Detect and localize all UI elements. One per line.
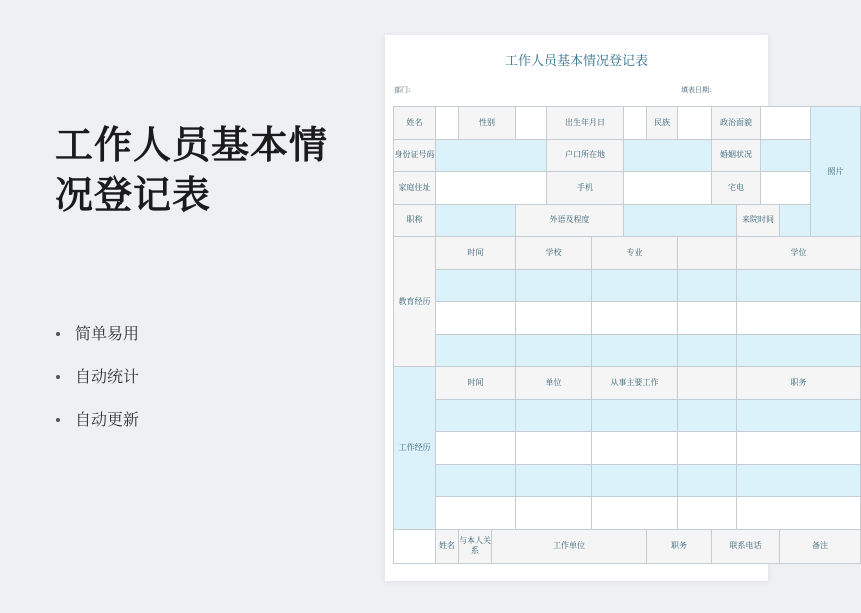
table-row — [394, 302, 861, 335]
table-row — [394, 432, 861, 465]
education-header-school: 学校 — [516, 237, 592, 270]
cell-id-value[interactable] — [436, 139, 547, 172]
work-cell[interactable] — [737, 497, 861, 530]
cell-mobile-label: 手机 — [547, 172, 624, 205]
cell-title-label: 职称 — [394, 204, 436, 237]
bullet-icon — [56, 375, 60, 379]
cell-home-phone-value[interactable] — [761, 172, 811, 205]
table-row — [394, 334, 861, 367]
education-header-degree: 学位 — [737, 237, 861, 270]
cell-birth-value[interactable] — [624, 107, 647, 140]
education-section-label: 教育经历 — [394, 237, 436, 367]
cell-name-label: 姓名 — [394, 107, 436, 140]
work-cell[interactable] — [436, 497, 516, 530]
work-cell[interactable] — [678, 464, 737, 497]
table-row — [394, 367, 861, 400]
work-cell[interactable] — [436, 464, 516, 497]
work-cell[interactable] — [678, 432, 737, 465]
education-cell[interactable] — [516, 302, 592, 335]
family-header-notes: 备注 — [780, 529, 861, 563]
cell-join-date-value[interactable] — [780, 204, 811, 237]
education-cell[interactable] — [436, 269, 516, 302]
education-cell[interactable] — [436, 334, 516, 367]
cell-photo[interactable]: 照片 — [811, 107, 861, 237]
work-cell[interactable] — [737, 399, 861, 432]
work-cell[interactable] — [592, 464, 678, 497]
table-row — [394, 464, 861, 497]
education-cell[interactable] — [592, 269, 678, 302]
work-cell[interactable] — [516, 464, 592, 497]
cell-marital-value[interactable] — [761, 139, 811, 172]
date-label: 填表日期: — [681, 86, 712, 94]
work-cell[interactable] — [436, 432, 516, 465]
family-header-phone: 联系电话 — [712, 529, 780, 563]
cell-home-phone-label: 宅电 — [712, 172, 761, 205]
education-cell[interactable] — [678, 334, 737, 367]
work-cell[interactable] — [592, 497, 678, 530]
education-cell[interactable] — [678, 269, 737, 302]
cell-join-date-label: 来院时间 — [737, 204, 780, 237]
work-cell[interactable] — [516, 432, 592, 465]
table-row — [394, 269, 861, 302]
family-section-label — [394, 529, 436, 563]
education-cell[interactable] — [678, 302, 737, 335]
work-section-label: 工作经历 — [394, 367, 436, 530]
work-cell[interactable] — [516, 399, 592, 432]
registration-table — [393, 106, 861, 564]
education-cell[interactable] — [516, 334, 592, 367]
work-header-blank — [678, 367, 737, 400]
family-header-name: 姓名 — [436, 529, 459, 563]
work-cell[interactable] — [678, 399, 737, 432]
table-row — [394, 399, 861, 432]
table-row — [394, 139, 861, 172]
cell-address-label: 家庭住址 — [394, 172, 436, 205]
table-row — [394, 172, 861, 205]
education-cell[interactable] — [592, 334, 678, 367]
education-cell[interactable] — [592, 302, 678, 335]
feature-list — [56, 312, 139, 441]
table-row — [394, 204, 861, 237]
bullet-icon — [56, 332, 60, 336]
work-header-duty: 从事主要工作 — [592, 367, 678, 400]
cell-gender-value[interactable] — [516, 107, 547, 140]
table-row — [394, 237, 861, 270]
work-cell[interactable] — [592, 432, 678, 465]
family-header-position: 职务 — [647, 529, 712, 563]
education-cell[interactable] — [737, 302, 861, 335]
sheet-title: 工作人员基本情况登记表 — [504, 54, 648, 69]
cell-ethnicity-label: 民族 — [647, 107, 678, 140]
cell-ethnicity-value[interactable] — [678, 107, 712, 140]
feature-item: 简单易用 — [56, 312, 139, 355]
work-cell[interactable] — [678, 497, 737, 530]
promo-title: 工作人员基本情况登记表 — [55, 123, 329, 217]
work-cell[interactable] — [737, 464, 861, 497]
work-cell[interactable] — [436, 399, 516, 432]
education-cell[interactable] — [436, 302, 516, 335]
table-row — [394, 497, 861, 530]
cell-politics-value[interactable] — [761, 107, 811, 140]
table-row — [394, 107, 861, 140]
cell-politics-label: 政治面貌 — [712, 107, 761, 140]
education-header-major: 专业 — [592, 237, 678, 270]
cell-birth-label: 出生年月日 — [547, 107, 624, 140]
education-header-time: 时间 — [436, 237, 516, 270]
cell-hukou-value[interactable] — [624, 139, 712, 172]
cell-address-value[interactable] — [436, 172, 547, 205]
work-cell[interactable] — [737, 432, 861, 465]
cell-id-label: 身份证号码 — [394, 139, 436, 172]
cell-title-value[interactable] — [436, 204, 516, 237]
work-cell[interactable] — [516, 497, 592, 530]
form-sheet-preview — [385, 35, 844, 581]
feature-item: 自动统计 — [56, 355, 139, 398]
education-cell[interactable] — [737, 334, 861, 367]
work-header-time: 时间 — [436, 367, 516, 400]
cell-marital-label: 婚姻状况 — [712, 139, 761, 172]
family-header-unit: 工作单位 — [492, 529, 647, 563]
cell-gender-label: 性别 — [459, 107, 516, 140]
education-header-blank — [678, 237, 737, 270]
table-row — [394, 529, 861, 563]
cell-hukou-label: 户口所在地 — [547, 139, 624, 172]
cell-language-label: 外语及程度 — [516, 204, 624, 237]
cell-mobile-value[interactable] — [624, 172, 712, 205]
cell-language-value[interactable] — [624, 204, 737, 237]
cell-name-value[interactable] — [436, 107, 459, 140]
work-header-unit: 单位 — [516, 367, 592, 400]
work-header-position: 职务 — [737, 367, 861, 400]
dept-label: 部门: — [394, 86, 411, 94]
education-cell[interactable] — [737, 269, 861, 302]
family-header-relation: 与本人关系 — [459, 529, 492, 563]
bullet-icon — [56, 418, 60, 422]
education-cell[interactable] — [516, 269, 592, 302]
feature-item: 自动更新 — [56, 398, 139, 441]
work-cell[interactable] — [592, 399, 678, 432]
